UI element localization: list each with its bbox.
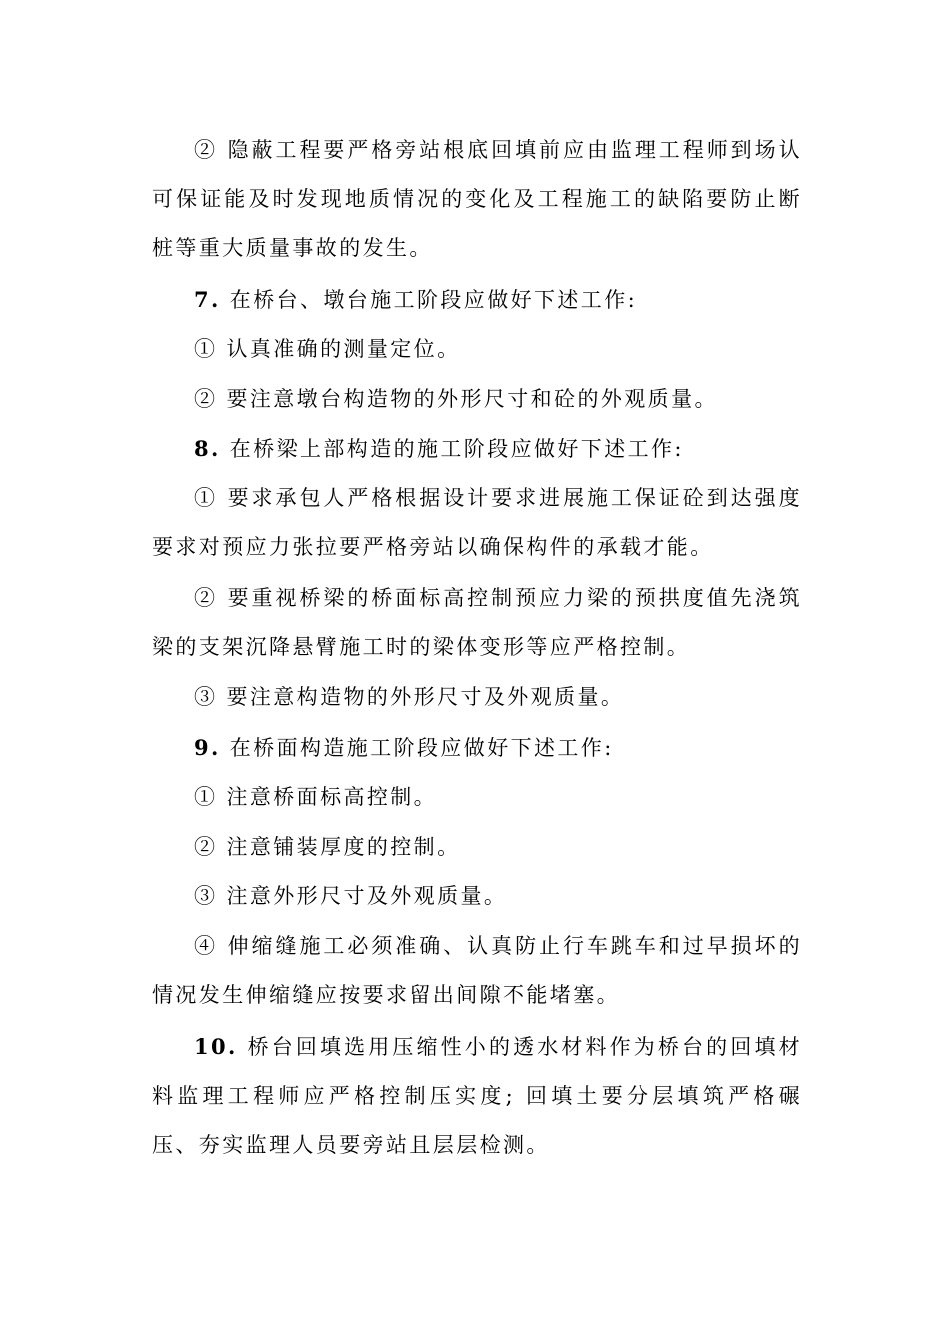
- section-number: 8.: [194, 436, 221, 461]
- paragraph-8: ③ 要注意构造物的外形尺寸及外观质量。: [194, 685, 625, 709]
- paragraph-13: ④ 伸缩缝施工必须准确、认真防止行车跳车和过早损坏的情况发生伸缩缝应按要求留出间隙不能堵塞。: [152, 934, 802, 1007]
- section-number: 9.: [194, 735, 221, 760]
- paragraph-12: ③ 注意外形尺寸及外观质量。: [194, 884, 508, 908]
- section-number: 10.: [194, 1034, 238, 1059]
- section-number: 7.: [194, 287, 221, 312]
- paragraph-10: ① 注意桥面标高控制。: [194, 785, 438, 809]
- paragraph-5: 8. 在桥梁上部构造的施工阶段应做好下述工作:: [194, 436, 684, 461]
- paragraph-1: ② 隐蔽工程要严格旁站根底回填前应由监理工程师到场认可保证能及时发现地质情况的变化及工程施工的缺陷要防止断桩等重大质量事故的发生。: [152, 138, 802, 260]
- paragraph-7: ② 要重视桥梁的桥面标高控制预应力梁的预拱度值先浇筑梁的支架沉降悬臂施工时的梁体变形等应严格控制。: [152, 586, 802, 659]
- paragraph-11: ② 注意铺装厚度的控制。: [194, 835, 461, 859]
- paragraph-6: ① 要求承包人严格根据设计要求进展施工保证砼到达强度要求对预应力张拉要严格旁站以确保构件的承载才能。: [152, 486, 802, 559]
- paragraph-9: 9. 在桥面构造施工阶段应做好下述工作:: [194, 735, 614, 760]
- paragraph-3: ① 认真准确的测量定位。: [194, 337, 461, 361]
- paragraph-4: ② 要注意墩台构造物的外形尺寸和砼的外观质量。: [194, 387, 718, 411]
- paragraph-14: 10. 桥台回填选用压缩性小的透水材料作为桥台的回填材料监理工程师应严格控制压实度; 回填土要分层填筑严格碾压、夯实监理人员要旁站且层层检测。: [152, 1034, 802, 1157]
- paragraph-2: 7. 在桥台、墩台施工阶段应做好下述工作:: [194, 287, 638, 312]
